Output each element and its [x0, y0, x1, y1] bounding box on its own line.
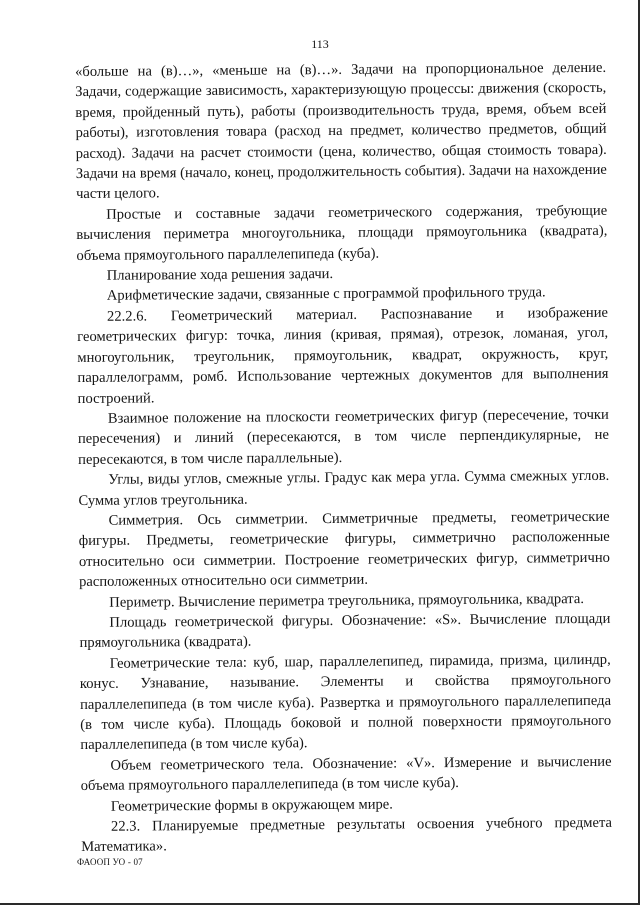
paragraph-forms: Геометрические формы в окружающем мире. [110, 796, 393, 815]
page-body [75, 58, 612, 858]
paragraph-section-22-2-6: 22.2.6. Геометрический материал. Распознавание и изображение геометрических фигур: точка, линия (кривая, прямая), отрезок, ломаная, угол, многоугольник, треугольник, прямоугольник, квадрат, окружность, круг, параллелограмм, ромб. Использование чертежных документов для выполнения построений. [77, 304, 609, 407]
paragraph-symmetry: Симметрия. Ось симметрии. Симметричные предметы, геометрические фигуры. Предметы, геометрические фигуры, симметрично расположенные относительно оси симметрии. Построение геометрических фигур, симметрично расположенных относительно оси симметрии. [78, 508, 610, 591]
paragraph-arithmetic-tasks: Арифметические задачи, связанные с программой профильного труда. [106, 284, 546, 305]
paragraph-area: Площадь геометрической фигуры. Обозначение: «S». Вычисление площади прямоугольника (квадрата). [79, 610, 611, 652]
paragraph-continuation: «больше на (в)…», «меньше на (в)…». Задачи на пропорциональное деление. Задачи, содержащие зависимость, характеризующую процессы: движения (скорость, время, пройденный путь), работы (производительность труда, время, объем всей работы), изготовления товара (расход на предмет, количество предметов, общий расход). Задачи на расчет стоимости (цена, количество, общая стоимость товара). Задачи на время (начало, конец, продолжительность события). Задачи на нахождение части целого. [75, 59, 607, 203]
paragraph-volume: Объем геометрического тела. Обозначение: «V». Измерение и вычисление объема прямоугольного параллелепипеда (в том числе куба). [80, 753, 612, 795]
paragraph-planning: Планирование хода решения задачи. [106, 266, 334, 284]
paragraph-angles: Углы, виды углов, смежные углы. Градус как мера угла. Сумма смежных углов. Сумма углов треугольника. [78, 467, 610, 509]
paragraph-perimeter: Периметр. Вычисление периметра треугольника, прямоугольника, квадрата. [109, 590, 585, 611]
paragraph-geometric-tasks: Простые и составные задачи геометрического содержания, требующие вычисления периметра многоугольника, площади прямоугольника (квадрата), объема прямоугольного параллелепипеда (куба). [76, 202, 608, 264]
paragraph-solids: Геометрические тела: куб, шар, параллелепипед, пирамида, призма, цилиндр, конус. Узнавание, называние. Элементы и свойства прямоугольного параллелепипеда (в том числе куба). Развертка и прямоугольного параллелепипеда (в том числе куба). Площадь боковой и полной поверхности прямоугольного параллелепипеда (в том числе куба). [79, 651, 612, 754]
paragraph-mutual-position: Взаимное положение на плоскости геометрических фигур (пересечение, точки пересечения) и линий (пересекаются, в том числе перпендикулярные, не пересекаются, в том числе параллельные). [77, 406, 610, 468]
paragraph-section-22-3: 22.3. Планируемые предметные результаты освоения учебного предмета Математика». [81, 814, 613, 856]
page-number: 113 [311, 37, 329, 51]
footer-document-code: ФАООП УО - 07 [77, 857, 143, 867]
